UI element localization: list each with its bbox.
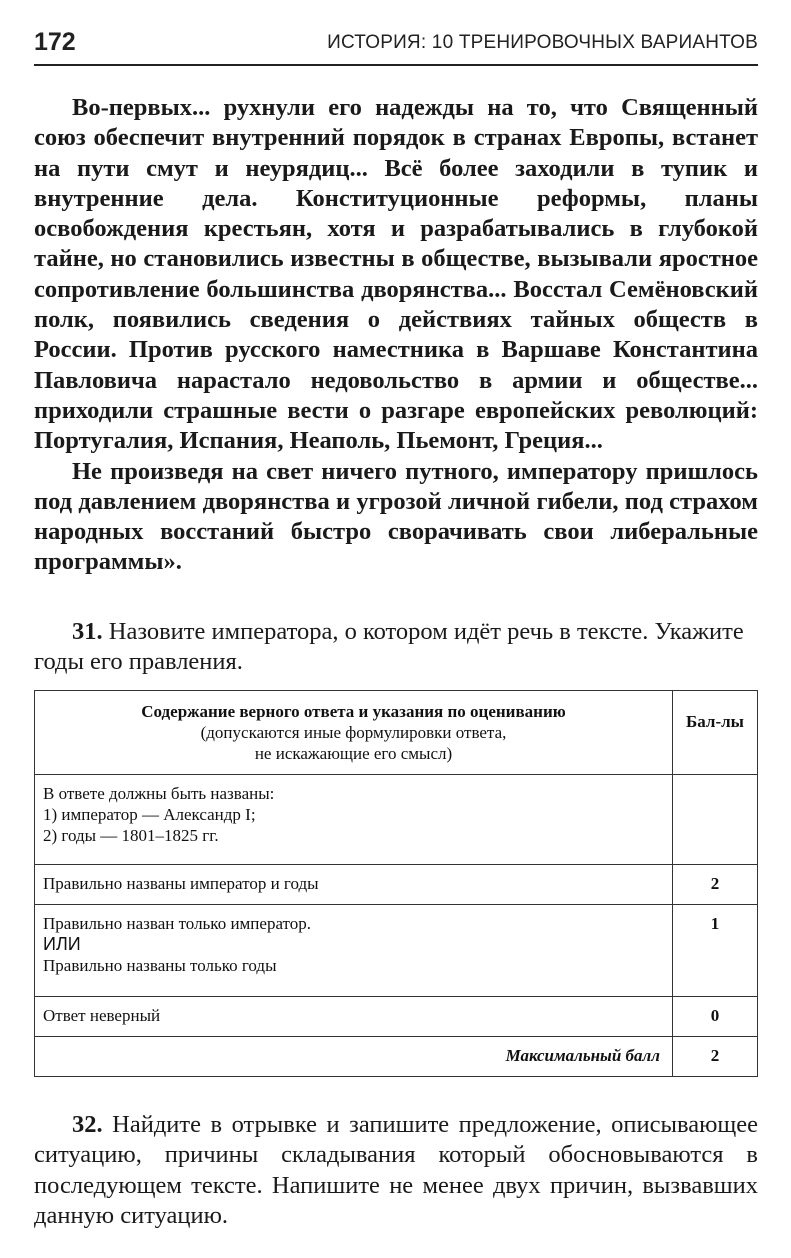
- question-31-text: Назовите императора, о котором идёт речь в тексте. Укажите годы его правления.: [34, 618, 744, 676]
- page-number: 172: [34, 28, 76, 56]
- answer-content-cell: [35, 775, 673, 865]
- source-paragraph-1: Во-первых... рухнули его надежды на то, что Священный союз обеспечит внутренний порядок в странах Европы, встанет на пути смут и неурядиц... Всё более заходили в тупик и внутренние дела. Конституционные реформы, планы освобождения крестьян, хотя и разрабатывались в глубокой тайне, но становились известны в обществе, вызывали яростное сопротивление большинства дворянства... Восстал Семёновский полк, появились сведения о действиях тайных обществ в России. Против русского наместника в Варшаве Константина Павловича нарастало недовольство в армии и обществе... приходили страшные вести о разгаре европейских революций: Португалия, Испания, Неаполь, Пьемонт, Греция...: [34, 94, 758, 455]
- table-row: [35, 775, 758, 865]
- criterion-partial-a: Правильно назван только император.: [43, 914, 312, 933]
- criterion-partial-b: Правильно названы только годы: [43, 956, 277, 975]
- question-31: [34, 617, 758, 678]
- question-32: [34, 1110, 758, 1231]
- criterion-or: ИЛИ: [43, 934, 81, 954]
- table-header-note-2: не искажающие его смысл): [254, 744, 453, 763]
- criterion-partial: [35, 905, 673, 997]
- question-32-text: Найдите в отрывке и запишите предложение, описывающее ситуацию, причины складывания который обосновываются в последующем тексте. Напишите не менее двух причин, вызвавших данную ситуацию.: [34, 1111, 758, 1229]
- question-31-number: 31.: [72, 618, 103, 645]
- table-header-score: Бал-лы: [673, 691, 758, 775]
- table-row: [35, 1037, 758, 1077]
- table-row: [35, 905, 758, 997]
- table-row: [35, 997, 758, 1037]
- table-row: [35, 865, 758, 905]
- running-title: ИСТОРИЯ: 10 ТРЕНИРОВОЧНЫХ ВАРИАНТОВ: [327, 32, 758, 53]
- score-wrong: 0: [673, 997, 758, 1037]
- score-full: 2: [673, 865, 758, 905]
- answer-criteria-table: [34, 690, 758, 1077]
- answer-item-1: 1) император — Александр I;: [43, 805, 256, 824]
- source-paragraph-2: Не произведя на свет ничего путного, императору пришлось под давлением дворянства и угрозой личной гибели, под страхом народных восстаний быстро сворачивать свои либеральные программы».: [34, 457, 758, 576]
- source-text: [34, 93, 758, 578]
- table-header-title: Содержание верного ответа и указания по оцениванию: [141, 702, 566, 721]
- answer-item-2: 2) годы — 1801–1825 гг.: [43, 826, 219, 845]
- max-score-value: 2: [673, 1037, 758, 1077]
- question-32-number: 32.: [72, 1111, 103, 1138]
- criterion-wrong: Ответ неверный: [35, 997, 673, 1037]
- score-partial: 1: [673, 905, 758, 997]
- table-header-row: [35, 691, 758, 775]
- criterion-full: Правильно названы император и годы: [35, 865, 673, 905]
- table-header-note-1: (допускаются иные формулировки ответа,: [200, 723, 507, 742]
- page-header: [34, 26, 758, 66]
- empty-score-cell: [673, 775, 758, 865]
- max-score-label: Максимальный балл: [35, 1037, 673, 1077]
- table-header-content: [35, 691, 673, 775]
- answer-intro: В ответе должны быть названы:: [43, 784, 275, 803]
